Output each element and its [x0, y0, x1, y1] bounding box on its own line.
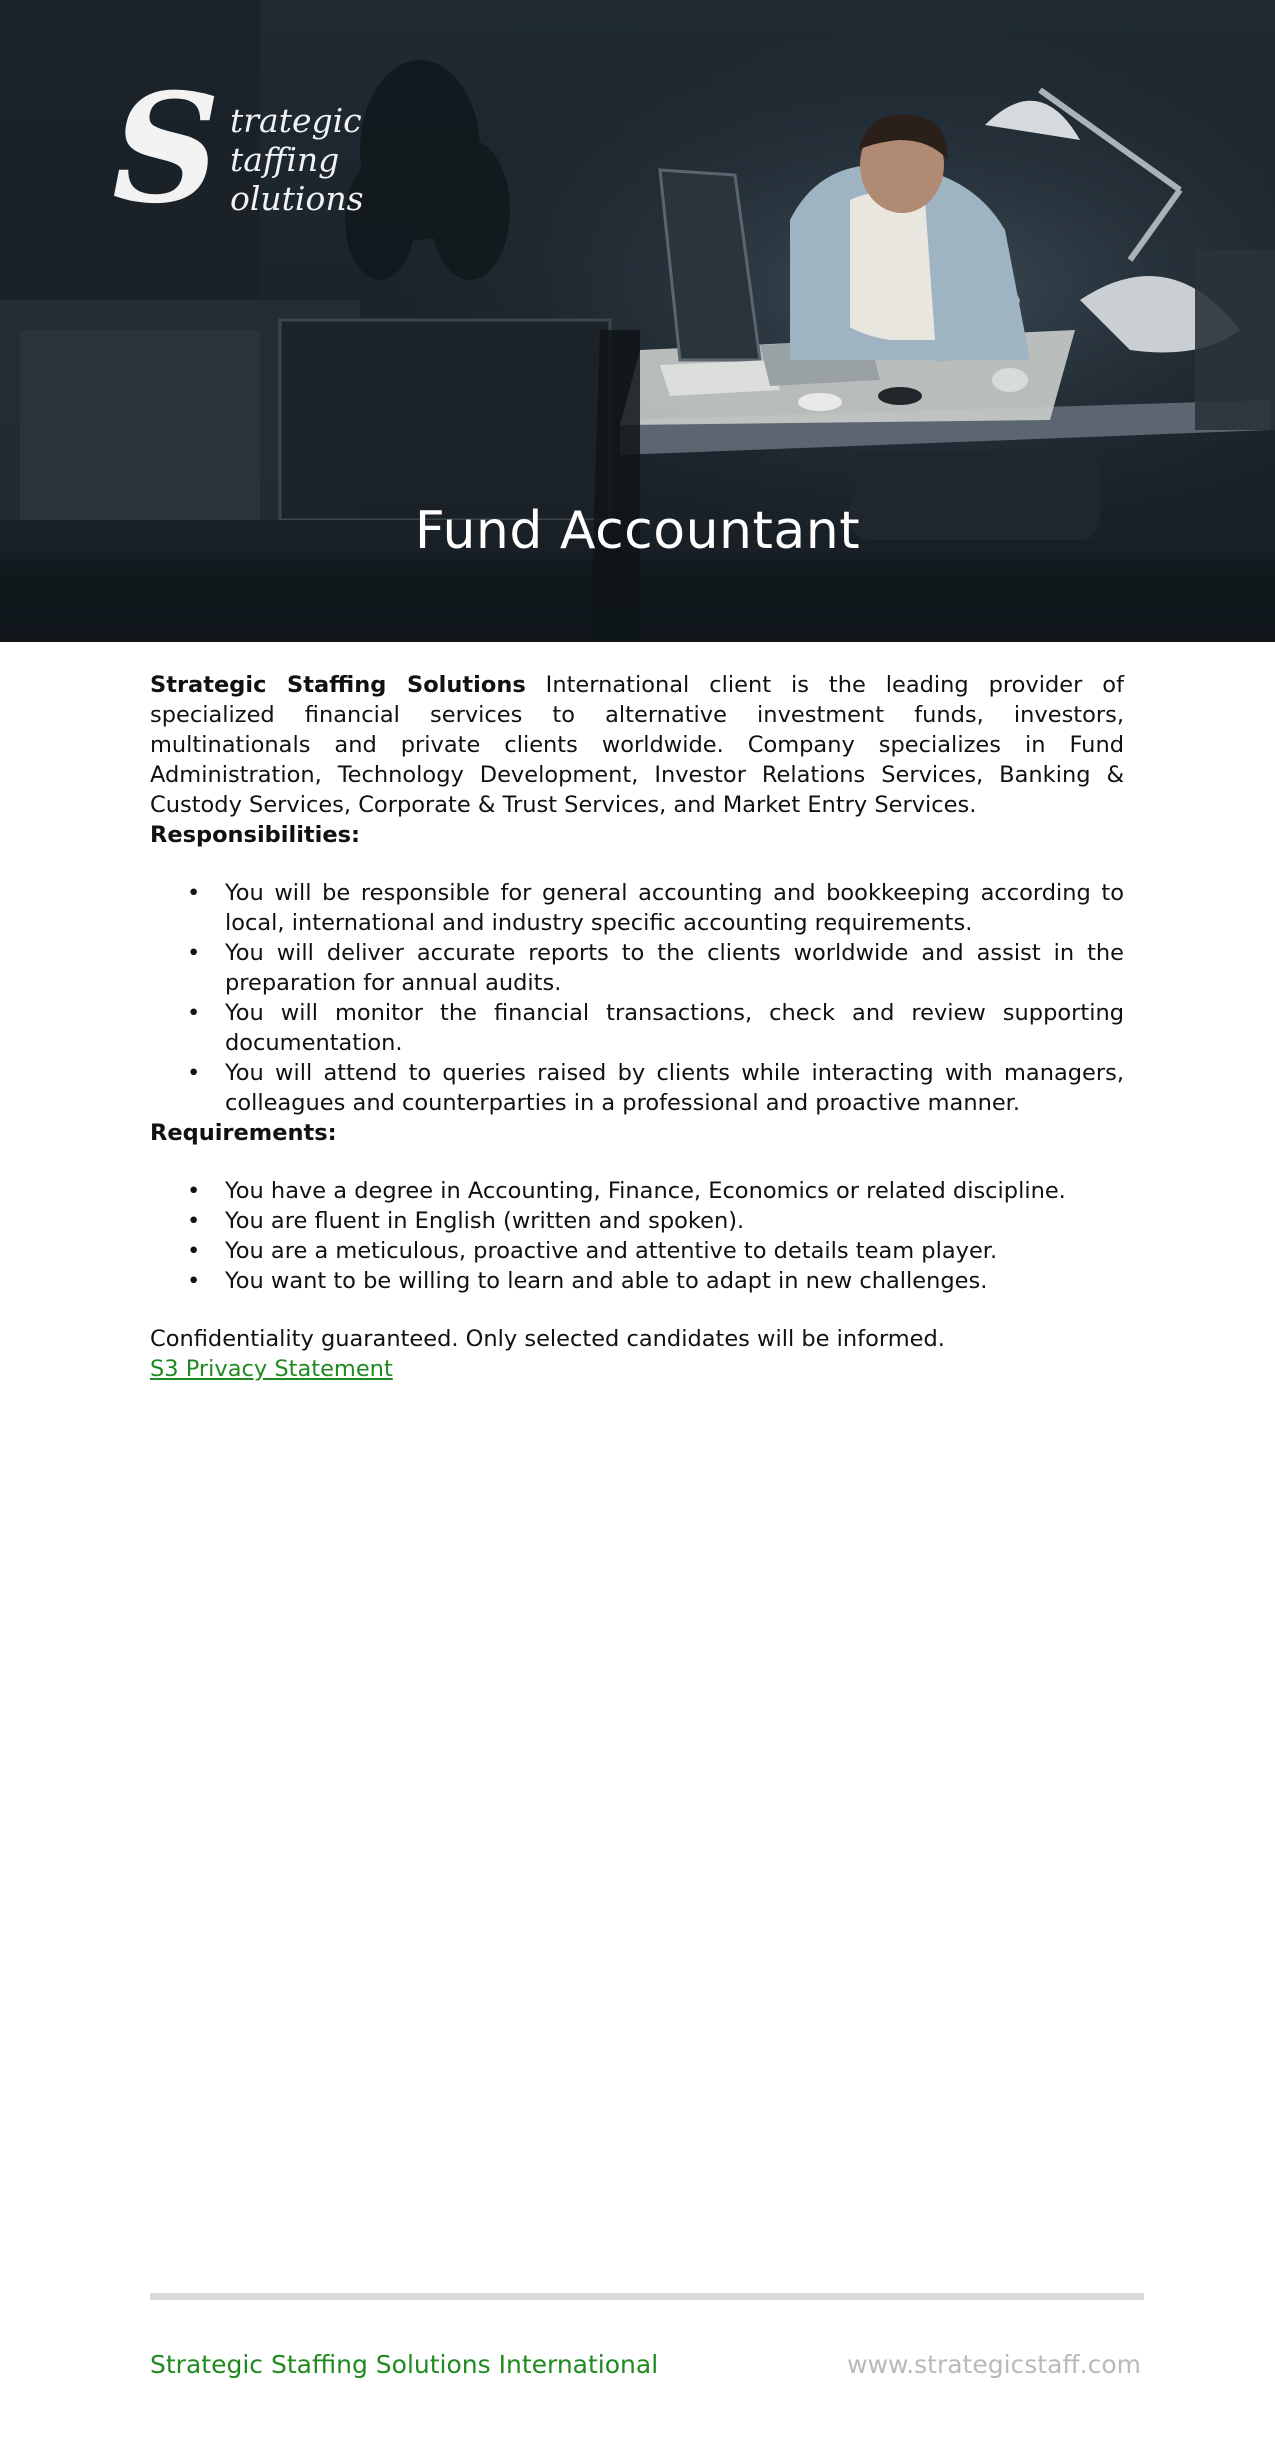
- intro-company-name: Strategic Staffing Solutions: [150, 672, 526, 698]
- list-item: [187, 998, 1124, 1058]
- list-item-text: You are a meticulous, proactive and attentive to details team player.: [225, 1238, 998, 1264]
- list-item: [187, 1206, 1124, 1236]
- requirements-list: [150, 1176, 1124, 1296]
- footer-divider: [150, 2293, 1144, 2300]
- requirements-heading: Requirements:: [150, 1120, 337, 1146]
- list-item: [187, 938, 1124, 998]
- list-item: [187, 1266, 1124, 1296]
- logo-wordmark: [230, 102, 364, 219]
- logo-monogram: S: [112, 61, 221, 237]
- list-item: [187, 1058, 1124, 1118]
- confidentiality-note: Confidentiality guaranteed. Only selected candidates will be informed.: [150, 1326, 945, 1352]
- intro-text: International client is the leading provider of specialized financial services to alternative investment funds, investors, multinationals and private clients worldwide. Company specializes in Fund Administration, Technology Development, Investor Relations Services, Banking & Custody Services, Corporate & Trust Services, and Market Entry Services.: [150, 672, 1124, 818]
- bullet-icon: •: [187, 1268, 201, 1294]
- footer-website[interactable]: www.strategicstaff.com: [847, 2350, 1141, 2379]
- list-item-text: You want to be willing to learn and able to adapt in new challenges.: [225, 1268, 988, 1294]
- job-description: [150, 670, 1124, 1384]
- privacy-statement-link[interactable]: S3 Privacy Statement: [150, 1356, 393, 1382]
- job-title: Fund Accountant: [414, 500, 861, 561]
- logo-word: trategic: [230, 101, 362, 140]
- list-item: [187, 1176, 1124, 1206]
- bullet-icon: •: [187, 1178, 201, 1204]
- footer-company-name: Strategic Staffing Solutions International: [150, 2350, 659, 2379]
- logo-word: taffing: [230, 139, 340, 179]
- list-item-text: You will deliver accurate reports to the clients worldwide and assist in the preparation for annual audits.: [225, 940, 1124, 996]
- list-item-text: You have a degree in Accounting, Finance, Economics or related discipline.: [225, 1178, 1066, 1204]
- bullet-icon: •: [187, 1238, 201, 1264]
- list-item-text: You will monitor the financial transactions, check and review supporting documentation.: [225, 1000, 1124, 1056]
- list-item: [187, 1236, 1124, 1266]
- responsibilities-heading: Responsibilities:: [150, 822, 361, 848]
- company-logo: [112, 61, 364, 252]
- privacy-line: [150, 1354, 1124, 1384]
- logo-word: olutions: [230, 178, 364, 218]
- bullet-icon: •: [187, 1000, 201, 1026]
- bullet-icon: •: [187, 1208, 201, 1234]
- bullet-icon: •: [187, 880, 201, 906]
- list-item: [187, 878, 1124, 938]
- intro-paragraph: [150, 670, 1124, 820]
- hero-banner: [0, 0, 1275, 642]
- bullet-icon: •: [187, 1060, 201, 1086]
- list-item-text: You are fluent in English (written and spoken).: [225, 1208, 745, 1234]
- list-item-text: You will attend to queries raised by clients while interacting with managers, colleagues and counterparties in a professional and proactive manner.: [225, 1060, 1124, 1116]
- responsibilities-list: [150, 878, 1124, 1118]
- list-item-text: You will be responsible for general accounting and bookkeeping according to local, international and industry specific accounting requirements.: [225, 880, 1124, 936]
- bullet-icon: •: [187, 940, 201, 966]
